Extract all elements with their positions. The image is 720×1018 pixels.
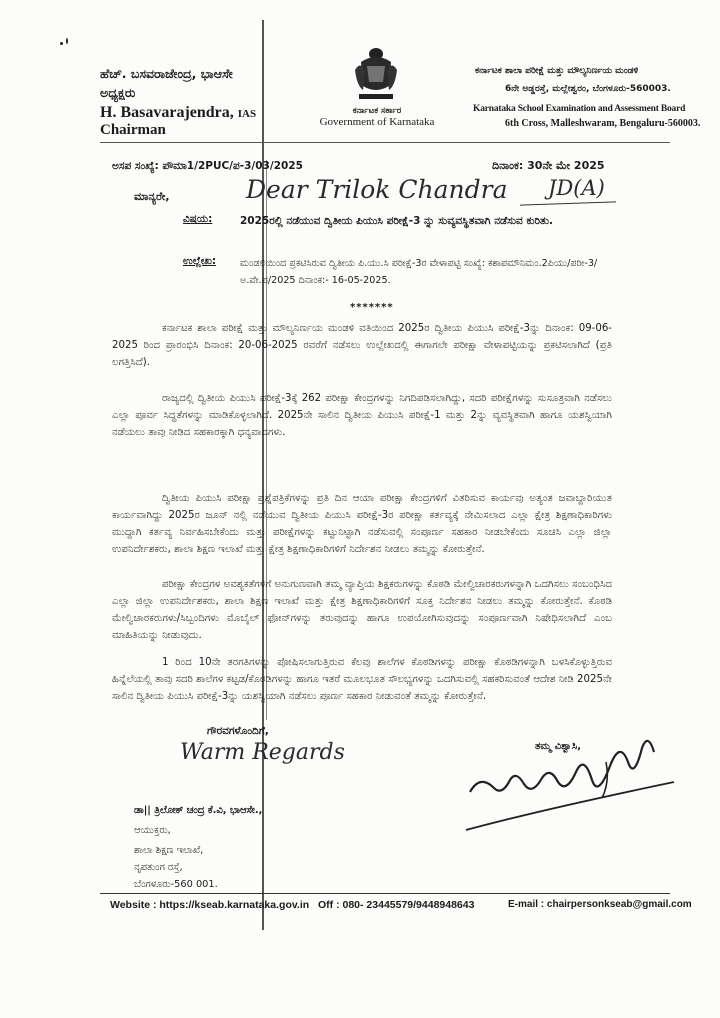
letter-date: ದಿನಾಂಕ: 30ನೇ ಮೇ 2025: [492, 159, 605, 172]
government-kannada: ಕರ್ನಾಟಕ ಸರ್ಕಾರ: [352, 106, 402, 116]
recipient-line: ನೃಪತುಂಗ ರಸ್ತೆ,: [134, 862, 183, 873]
footer-website[interactable]: Website : https://kseab.karnataka.gov.in: [110, 899, 310, 911]
scan-fold-line: [262, 20, 264, 930]
footer-divider: [100, 893, 670, 894]
header-divider: [100, 142, 670, 143]
recipient-line: ಡಾ|| ತ್ರಿಲೋಕ್ ಚಂದ್ರ ಕೆ.ವಿ, ಭಾಆಸೇ.,: [134, 805, 263, 816]
recipient-line: ಶಾಲಾ ಶಿಕ್ಷಣ ಇಲಾಖೆ,: [134, 845, 204, 856]
body-paragraph-3: ದ್ವಿತೀಯ ಪಿಯುಸಿ ಪರೀಕ್ಷಾ ಪ್ರಶ್ನೆಪತ್ರಿಕೆಗಳನ್ನು ಪ್ರತಿ ದಿನ ಆಯಾ ಪರೀಕ್ಷಾ ಕೇಂದ್ರಗಳಿಗೆ ವಿತರಿಸುವ ಕಾರ್ಯವು ಅತ್ಯಂತ ಜವಾಬ್ದಾರಿಯುತ ಕಾರ್ಯವಾಗಿದ್ದು 2025ರ ಜೂನ್ ನಲ್ಲಿ ನಡೆಯುವ ದ್ವಿತೀಯ ಪಿಯುಸಿ ಪರೀಕ್ಷೆ-3ರ ಪರೀಕ್ಷಾ ಕರ್ತವ್ಯಕ್ಕೆ ನೇಮಿಸಲಾದ ಎಲ್ಲಾ ಕ್ಷೇತ್ರ ಶಿಕ್ಷಣಾಧಿಕಾರಿಗಳು ಮುದ್ದಾಗಿ ಕರ್ತವ್ಯ ನಿರ್ವಹಿಸಬೇಕೆಂದು ಮತ್ತು ಪರೀಕ್ಷೆಗಳನ್ನು ಕಟ್ಟುನಿಟ್ಟಾಗಿ ನಡೆಸುವಲ್ಲಿ ಸಂಪೂರ್ಣ ಸಹಕಾರ ನೀಡಬೇಕೆಂದು ಸೂಚಿಸಿ ಎಲ್ಲಾ ಜಿಲ್ಲಾ ಉಪನಿರ್ದೇಶಕರು, ಶಾಲಾ ಶಿಕ್ಷಣ ಇಲಾಖೆ ಮತ್ತು ಕ್ಷೇತ್ರ ಶಿಕ್ಷಣಾಧಿಕಾರಿಗಳಿಗೆ ನಿರ್ದೇಶನ ನೀಡಲು ತಮ್ಮನ್ನು ಕೋರುತ್ತೇನೆ.: [112, 493, 612, 555]
footer-phone: Off : 080- 23445579/9448948643: [318, 899, 475, 911]
board-address-kannada: 6ನೇ ಅಡ್ಡರಸ್ತೆ, ಮಲ್ಲೇಶ್ವರಂ, ಬೆಂಗಳೂರು-560003.: [505, 84, 671, 94]
scan-speck: [60, 42, 63, 45]
reference-label: ಉಲ್ಲೇಖ:: [183, 255, 217, 267]
recipient-line: ಆಯುಕ್ತರು,: [134, 825, 171, 836]
body-paragraph-1: ಕರ್ನಾಟಕ ಶಾಲಾ ಪರೀಕ್ಷೆ ಮತ್ತು ಮೌಲ್ಯನಿರ್ಣಯ ಮಂಡಳಿ ವತಿಯಿಂದ 2025ರ ದ್ವಿತೀಯ ಪಿಯುಸಿ ಪರೀಕ್ಷೆ-3ನ್ನು ದಿನಾಂಕ: 09-06-2025 ರಿಂದ ಪ್ರಾರಂಭಿಸಿ ದಿನಾಂಕ: 20-06-2025 ರವರೆಗೆ ನಡೆಸಲು ಉಲ್ಲೇಖದಲ್ಲಿ ಈಗಾಗಲೇ ಪರೀಕ್ಷಾ ವೇಳಾಪಟ್ಟಿಯನ್ನು ಪ್ರಕಟಿಸಲಾಗಿದೆ (ಪ್ರತಿ ಲಗತ್ತಿಸಿದೆ).: [112, 323, 612, 368]
handwritten-note: JD(A): [548, 176, 605, 200]
chairman-title-kannada: ಅಧ್ಯಕ್ಷರು: [100, 85, 136, 100]
board-name-kannada: ಕರ್ನಾಟಕ ಶಾಲಾ ಪರೀಕ್ಷೆ ಮತ್ತು ಮೌಲ್ಯನಿರ್ಣಯ ಮಂಡಳಿ: [475, 66, 639, 76]
chairman-name-text: H. Basavarajendra,: [100, 104, 234, 121]
chairman-name-english: [100, 104, 256, 122]
body-paragraph-4: ಪರೀಕ್ಷಾ ಕೇಂದ್ರಗಳ ಅವಶ್ಯಕತೆಗಳಿಗೆ ಅನುಗುಣವಾಗಿ ತಮ್ಮ ವ್ಯಾಪ್ತಿಯ ಶಿಕ್ಷಕರುಗಳನ್ನು ಕೊಠಡಿ ಮೇಲ್ವಿಚಾರಕರುಗಳನ್ನಾಗಿ ಒದಗಿಸಲು ಸಂಬಂಧಿಸಿದ ಎಲ್ಲಾ ಜಿಲ್ಲಾ ಉಪನಿರ್ದೇಶಕರು, ಶಾಲಾ ಶಿಕ್ಷಣ ಇಲಾಖೆ ಮತ್ತು ಕ್ಷೇತ್ರ ಶಿಕ್ಷಣಾಧಿಕಾರಿಗಳಿಗೆ ಸೂಕ್ತ ನಿರ್ದೇಶನ ನೀಡಲು ತಮ್ಮನ್ನು ಕೋರುತ್ತೇನೆ. ಕೊಠಡಿ ಮೇಲ್ವಿಚಾರಕರುಗಳು/ಸಿಬ್ಬಂದಿಗಳು ಮೊಬೈಲ್ ಫೋನ್‌ಗಳನ್ನು ತರುವುದನ್ನು ಹಾಗೂ ಉಪಯೋಗಿಸುವುದನ್ನು ಸಂಪೂರ್ಣವಾಗಿ ನಿಷೇಧಿಸಲಾಗಿದೆ ಎಂಬ ಮಾಹಿತಿಯನ್ನು ನೀಡುವುದು.: [112, 579, 612, 641]
reference-number: ಅಸಪ ಸಂಖ್ಯೆ: ಪೌಮಾ1/2PUC/ಪ-3/03/2025: [112, 160, 303, 172]
signature-icon: [460, 722, 682, 834]
subject-label: ವಿಷಯ:: [183, 213, 213, 225]
karnataka-emblem-icon: [353, 42, 399, 104]
chairman-name-kannada: ಹೆಚ್. ಬಸವರಾಜೇಂದ್ರ, ಭಾಆಸೇ: [100, 66, 233, 81]
body-paragraph-5: 1 ರಿಂದ 10ನೇ ತರಗತಿಗಳನ್ನು ಪೋಷಿಸಲಾಗುತ್ತಿರುವ ಕೆಲವು ಶಾಲೆಗಳ ಕೊಠಡಿಗಳನ್ನು ಪರೀಕ್ಷಾ ಕೊಠಡಿಗಳನ್ನಾಗಿ ಬಳಸಿಕೊಳ್ಳುತ್ತಿರುವ ಹಿನ್ನೆಲೆಯಲ್ಲಿ ತಾವು ಸದರಿ ಶಾಲೆಗಳ ಕಟ್ಟಡ/ಕೊಠಡಿಗಳನ್ನು ಹಾಗೂ ಇತರೆ ಮೂಲಭೂತ ಸೌಲಭ್ಯಗಳನ್ನು ಒದಗಿಸುವಲ್ಲಿ ಸಹಕರಿಸುವಂತೆ ಆದೇಶ ನೀಡಿ 2025ನೇ ಸಾಲಿನ ದ್ವಿತೀಯ ಪಿಯುಸಿ ಪರೀಕ್ಷೆ-3ನ್ನು ಯಶಸ್ವಿಯಾಗಿ ನಡೆಸಲು ಪೂರ್ಣ ಸಹಕಾರ ನೀಡುವಂತೆ ತಮ್ಮನ್ನು ಕೋರುತ್ತೇನೆ.: [112, 657, 612, 702]
chairman-title-english: Chairman: [100, 122, 166, 138]
government-english: Government of Karnataka: [319, 116, 435, 128]
handwritten-underline: [520, 201, 616, 205]
closing: ಗೌರವಗಳೊಂದಿಗೆ,: [207, 725, 269, 737]
chairman-ias: IAS: [237, 108, 257, 120]
subject-text: 2025ರಲ್ಲಿ ನಡೆಯುವ ದ್ವಿತೀಯ ಪಿಯುಸಿ ಪರೀಕ್ಷೆ-3 ನ್ನು ಸುವ್ಯವಸ್ಥಿತವಾಗಿ ನಡೆಸುವ ಕುರಿತು.: [240, 215, 553, 227]
scan-speck: [66, 38, 68, 44]
body-paragraph-2: ರಾಜ್ಯದಲ್ಲಿ ದ್ವಿತೀಯ ಪಿಯುಸಿ ಪರೀಕ್ಷೆ-3ಕ್ಕೆ 262 ಪರೀಕ್ಷಾ ಕೇಂದ್ರಗಳನ್ನು ನಿಗದಿಪಡಿಸಲಾಗಿದ್ದು, ಸದರಿ ಪರೀಕ್ಷೆಗಳನ್ನು ಸುಸೂತ್ರವಾಗಿ ನಡೆಸಲು ಎಲ್ಲಾ ಪೂರ್ವ ಸಿದ್ಧತೆಗಳನ್ನು ಮಾಡಿಕೊಳ್ಳಲಾಗಿದೆ. 2025ನೇ ಸಾಲಿನ ದ್ವಿತೀಯ ಪಿಯುಸಿ ಪರೀಕ್ಷೆ-1 ಮತ್ತು 2ನ್ನು ವ್ಯವಸ್ಥಿತವಾಗಿ ಹಾಗೂ ಯಶಸ್ವಿಯಾಗಿ ನಡೆಯಲು ತಾವು ನೀಡಿದ ಸಹಕಾರಕ್ಕಾಗಿ ಧನ್ಯವಾದಗಳು.: [112, 393, 612, 438]
handwritten-closing: Warm Regards: [180, 740, 345, 765]
board-name-english: Karnataka School Examination and Assessment Board: [473, 104, 686, 114]
reference-text: ಮಂಡಲಿಯಿಂದ ಪ್ರಕಟಿಸಿರುವ ದ್ವಿತೀಯ ಪಿ.ಯು.ಸಿ ಪರೀಕ್ಷೆ-3ರ ವೇಳಾಪಟ್ಟಿ ಸಂಖ್ಯೆ: ಕಶಾಪಮೌನಿಮಂ.2ಪಿಯು/ಪರೀ-3/ಅ.ವೇ.ಪ/2025 ದಿನಾಂಕ:- 16-05-2025.: [240, 258, 598, 286]
handwritten-greeting: Dear Trilok Chandra: [246, 175, 508, 204]
salutation: ಮಾನ್ಯರೇ,: [134, 190, 170, 203]
sign-label: ತಮ್ಮ ವಿಶ್ವಾಸಿ,: [535, 741, 582, 752]
board-address-english: 6th Cross, Malleshwaram, Bengaluru-560003.: [505, 118, 701, 129]
recipient-line: ಬೆಂಗಳೂರು-560 001.: [134, 879, 218, 890]
footer-email[interactable]: E-mail : chairpersonkseab@gmail.com: [508, 899, 692, 910]
separator-stars: *******: [350, 302, 394, 313]
